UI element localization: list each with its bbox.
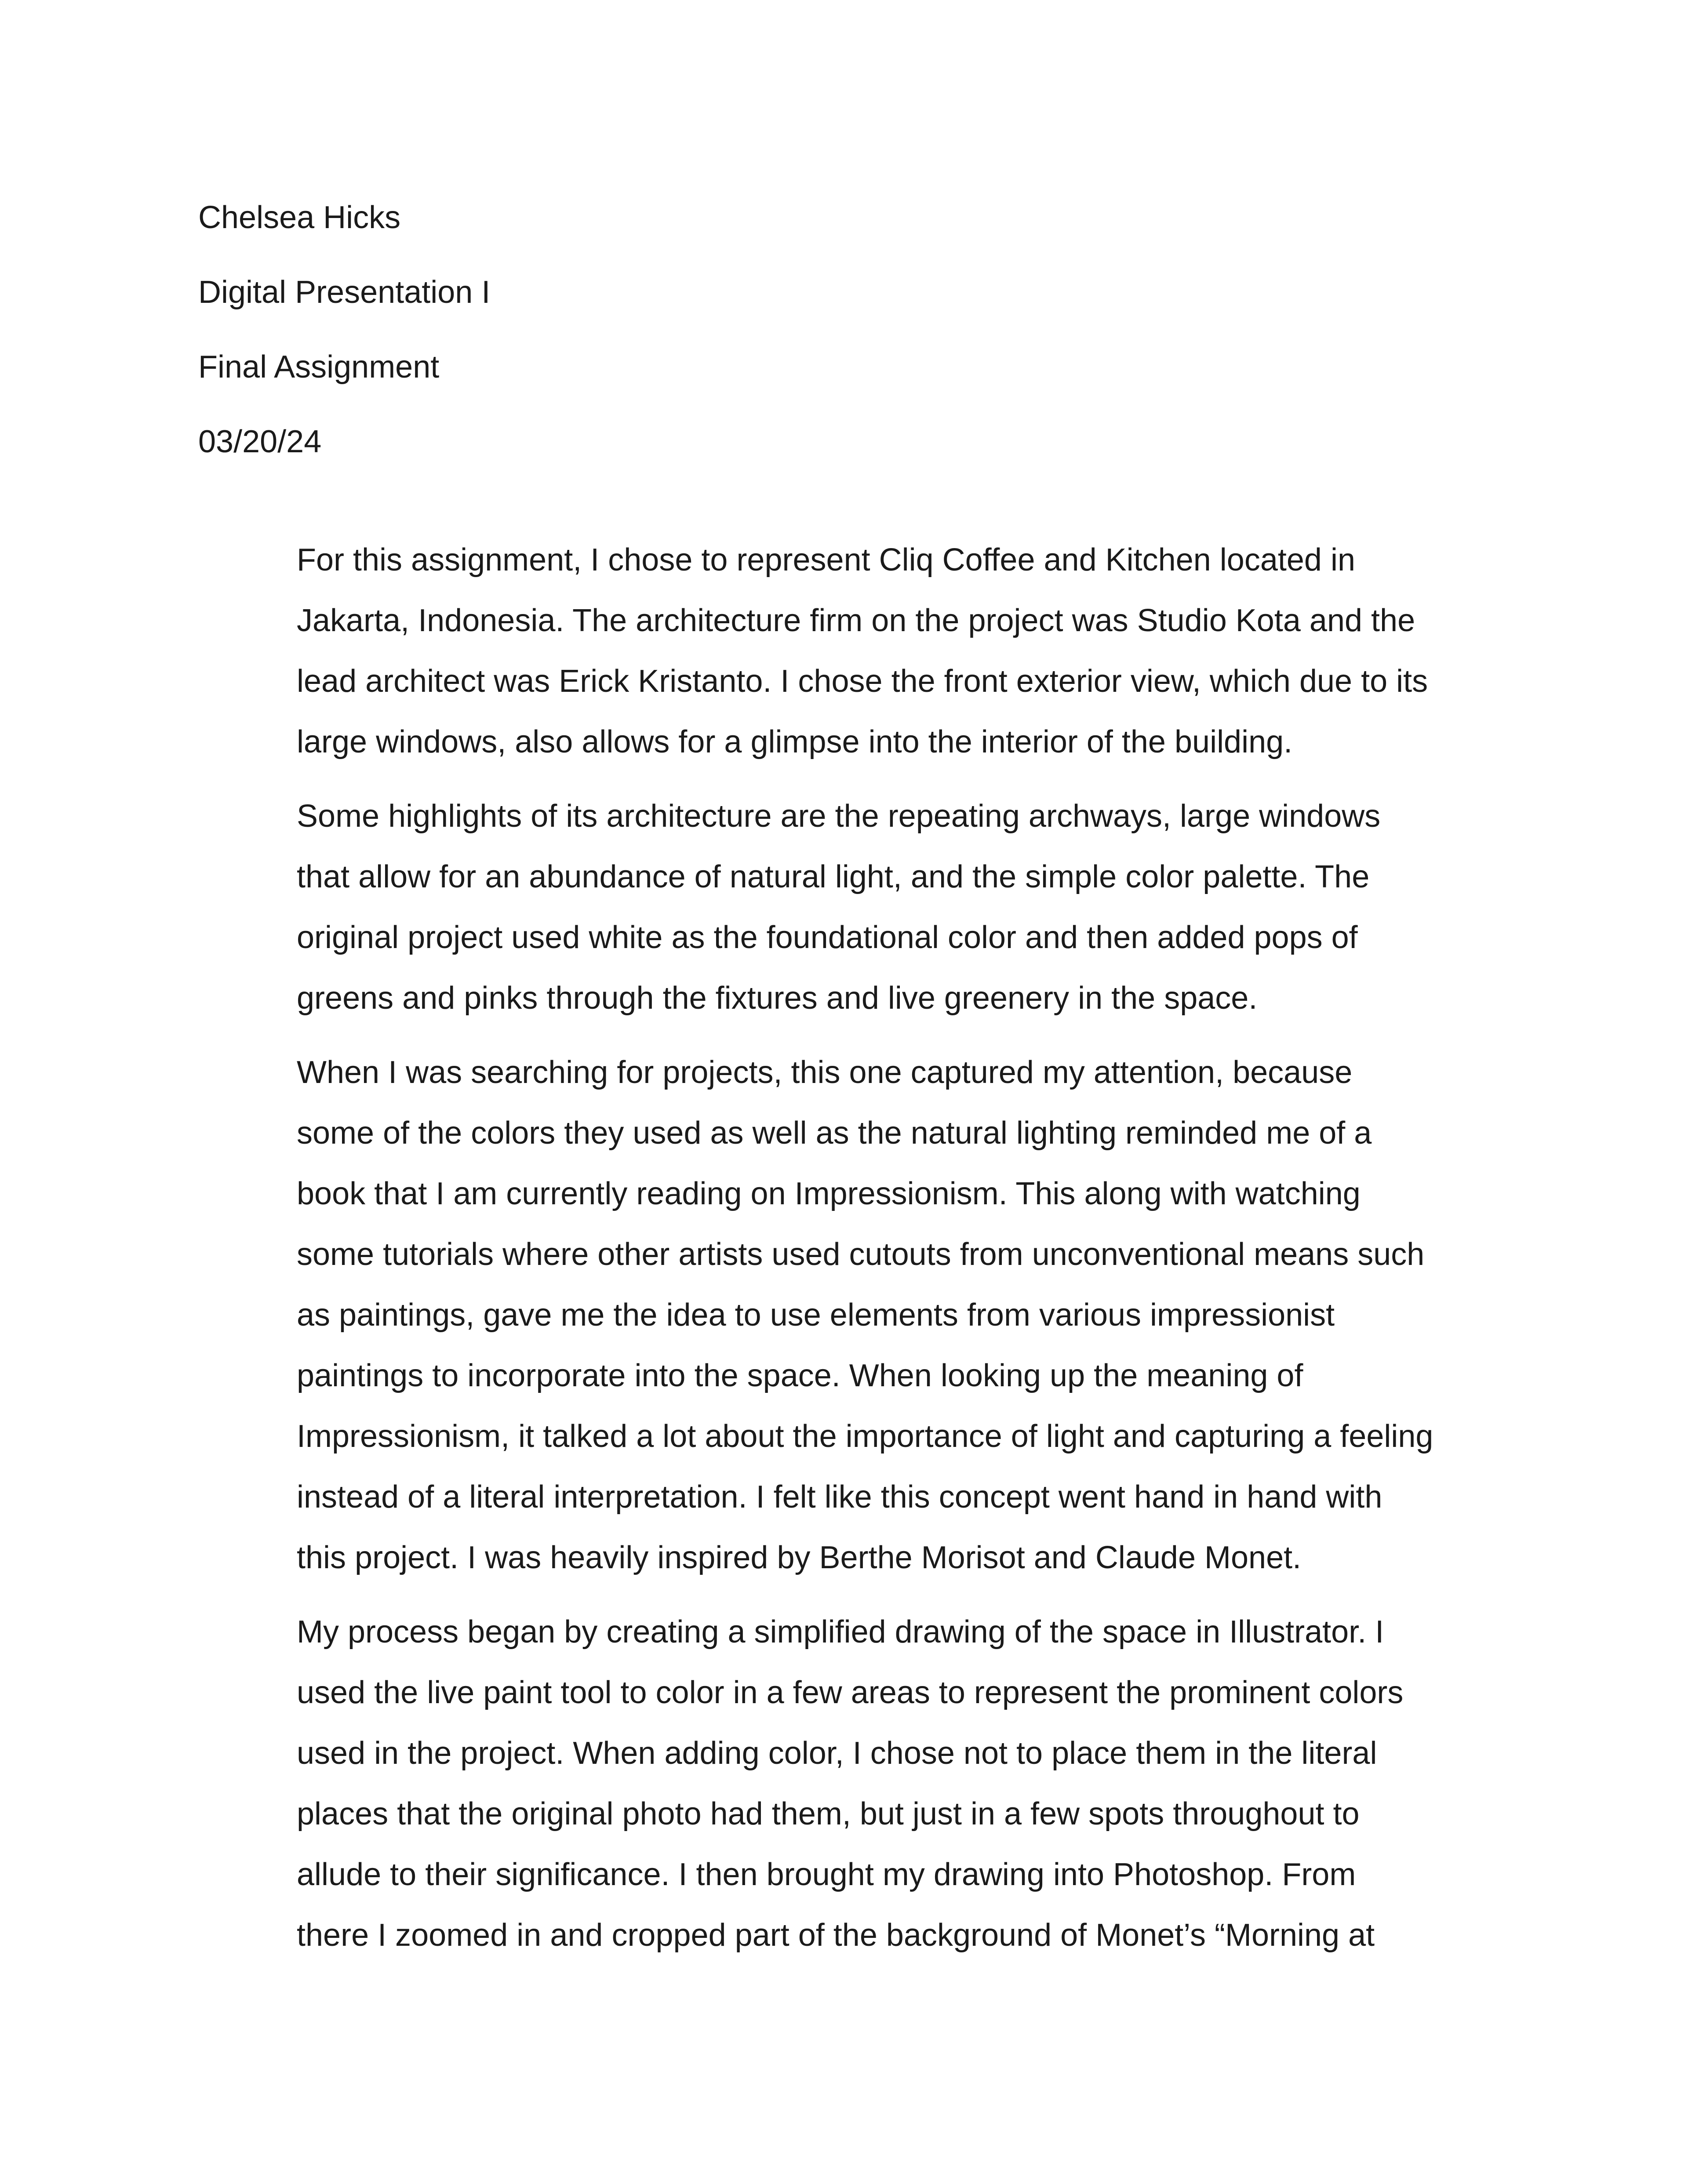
assignment-title: Final Assignment	[198, 349, 440, 385]
paragraph-line: allude to their significance. I then brought my drawing into Photoshop. From	[297, 1857, 1356, 1892]
paragraph-line: large windows, also allows for a glimpse into the interior of the building.	[297, 724, 1293, 759]
paragraph-line: My process began by creating a simplified drawing of the space in Illustrator. I	[297, 1614, 1384, 1650]
paragraph-1	[297, 530, 1501, 772]
paragraph-line: as paintings, gave me the idea to use elements from various impressionist	[297, 1297, 1335, 1333]
paragraph-line: lead architect was Erick Kristanto. I chose the front exterior view, which due to its	[297, 664, 1428, 699]
paragraph-line: some tutorials where other artists used cutouts from unconventional means such	[297, 1237, 1425, 1272]
paragraph-2	[297, 786, 1501, 1028]
paragraph-line: Impressionism, it talked a lot about the importance of light and capturing a feeling	[297, 1419, 1433, 1454]
paragraph-3	[297, 1042, 1501, 1588]
paragraph-line: When I was searching for projects, this one captured my attention, because	[297, 1055, 1353, 1090]
paragraph-line: original project used white as the foundational color and then added pops of	[297, 920, 1358, 955]
assignment-date: 03/20/24	[198, 424, 322, 459]
author-name: Chelsea Hicks	[198, 200, 401, 235]
paragraph-line: instead of a literal interpretation. I felt like this concept went hand in hand with	[297, 1479, 1382, 1515]
paragraph-line: book that I am currently reading on Impressionism. This along with watching	[297, 1176, 1361, 1211]
paragraph-line: paintings to incorporate into the space. When looking up the meaning of	[297, 1358, 1303, 1393]
paragraph-line: For this assignment, I chose to represent Cliq Coffee and Kitchen located in	[297, 542, 1355, 578]
paragraph-line: greens and pinks through the fixtures and live greenery in the space.	[297, 981, 1258, 1016]
paragraph-line: used the live paint tool to color in a few areas to represent the prominent colors	[297, 1675, 1404, 1710]
paragraph-line: that allow for an abundance of natural light, and the simple color palette. The	[297, 859, 1370, 894]
paragraph-4	[297, 1602, 1501, 1966]
essay-body	[297, 530, 1501, 1979]
paragraph-line: there I zoomed in and cropped part of the background of Monet’s “Morning at	[297, 1918, 1375, 1953]
paragraph-line: used in the project. When adding color, I chose not to place them in the literal	[297, 1736, 1377, 1771]
paragraph-line: places that the original photo had them, but just in a few spots throughout to	[297, 1796, 1360, 1832]
paragraph-line: Some highlights of its architecture are the repeating archways, large windows	[297, 799, 1381, 834]
paragraph-line: this project. I was heavily inspired by Berthe Morisot and Claude Monet.	[297, 1540, 1302, 1575]
course-title: Digital Presentation I	[198, 275, 491, 310]
paragraph-line: Jakarta, Indonesia. The architecture firm on the project was Studio Kota and the	[297, 603, 1415, 638]
paragraph-line: some of the colors they used as well as the natural lighting reminded me of a	[297, 1116, 1372, 1151]
